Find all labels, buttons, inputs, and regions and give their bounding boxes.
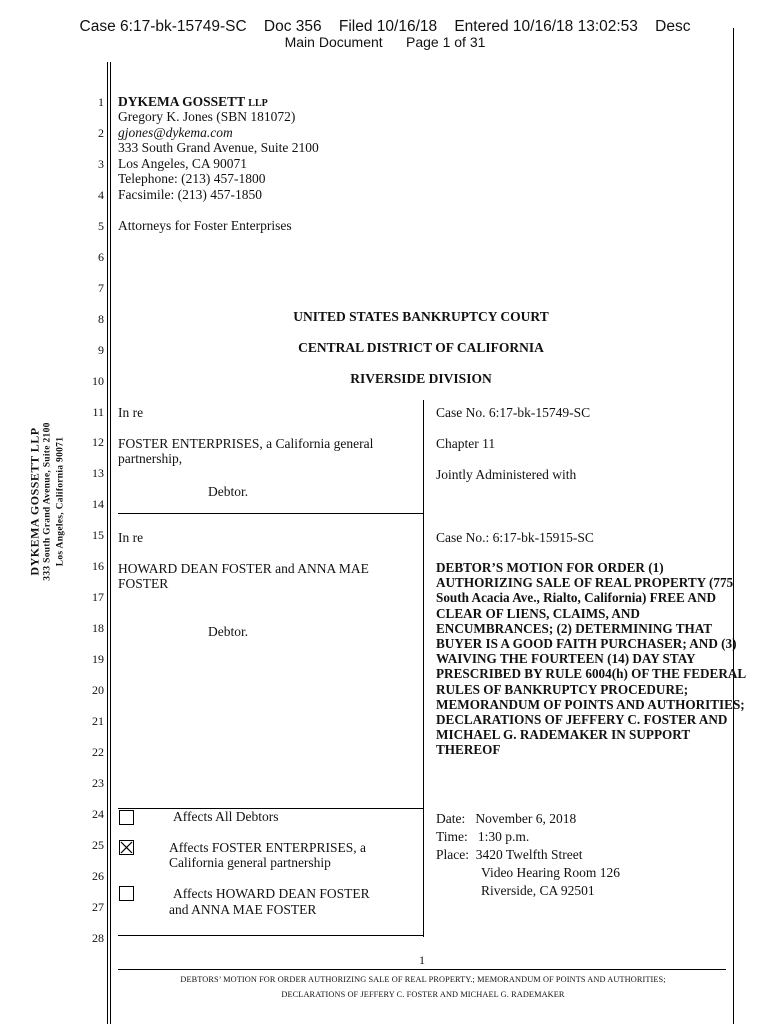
- line-number: 22: [92, 744, 104, 759]
- case2-debtor-label: Debtor.: [208, 624, 249, 639]
- checkbox-label-all: Affects All Debtors: [173, 809, 279, 824]
- case1-chapter: Chapter 11: [436, 436, 496, 451]
- checkbox-label-howard-2: and ANNA MAE FOSTER: [169, 902, 317, 917]
- checkbox-label-howard-1: Affects HOWARD DEAN FOSTER: [173, 886, 370, 901]
- page-number: 1: [419, 953, 425, 967]
- hearing-room: Video Hearing Room 126: [481, 865, 621, 880]
- attorney-email[interactable]: gjones@dykema.com: [118, 125, 233, 140]
- line-number: 6: [98, 249, 104, 264]
- line-number: 7: [98, 280, 104, 295]
- hearing-place: Place: 3420 Twelfth Street: [436, 847, 583, 862]
- line-number: 2: [98, 125, 104, 140]
- case1-in-re: In re: [118, 405, 144, 420]
- line-number: 26: [92, 868, 104, 883]
- hearing-date: Date: November 6, 2018: [436, 811, 577, 826]
- case2-case-number: Case No.: 6:17-bk-15915-SC: [436, 530, 594, 545]
- line-number: 8: [98, 311, 104, 326]
- caption-rule-3: [118, 935, 423, 936]
- case1-debtor-line2: partnership,: [118, 451, 183, 466]
- footer-rule: [118, 969, 726, 970]
- footer-line2: DECLARATIONS OF JEFFERY C. FOSTER AND MICHAEL G. RADEMAKER: [281, 990, 565, 999]
- line-number: 15: [92, 528, 104, 543]
- checkbox-affects-foster-enterprises[interactable]: [119, 840, 134, 855]
- sidebar-firm: DYKEMA GOSSETT LLP: [27, 427, 42, 576]
- check-x-icon: [120, 841, 133, 854]
- firm-name: DYKEMA GOSSETT LLP: [118, 94, 268, 109]
- line-number: 3: [98, 156, 104, 171]
- hearing-city: Riverside, CA 92501: [481, 883, 595, 898]
- line-number: 4: [98, 187, 104, 202]
- case2-in-re: In re: [118, 530, 144, 545]
- line-number: 27: [92, 899, 104, 914]
- case2-debtor-line1: HOWARD DEAN FOSTER and ANNA MAE: [118, 561, 369, 576]
- line-number: 23: [92, 775, 104, 790]
- line-number: 12: [92, 435, 104, 450]
- case1-jointly: Jointly Administered with: [436, 467, 577, 482]
- line-number: 28: [92, 930, 104, 945]
- line-number: 13: [92, 466, 104, 481]
- footer-line1: DEBTORS’ MOTION FOR ORDER AUTHORIZING SALE OF REAL PROPERTY.; MEMORANDUM OF POINTS AND AUTHORITIES;: [180, 975, 666, 984]
- line-number: 21: [92, 714, 104, 728]
- checkbox-label-foster-enterprises-2: California general partnership: [169, 855, 331, 870]
- case2-debtor-line2: FOSTER: [118, 576, 169, 591]
- filing-subheader: Main Document Page 1 of 31: [284, 34, 486, 50]
- line-number: 9: [98, 342, 104, 357]
- line-number: 1: [98, 95, 104, 109]
- firm-address1: 333 South Grand Avenue, Suite 2100: [118, 140, 319, 155]
- court-name: UNITED STATES BANKRUPTCY COURT: [293, 309, 549, 324]
- firm-facsimile: Facsimile: (213) 457-1850: [118, 187, 262, 202]
- line-number: 25: [92, 837, 104, 852]
- filing-header: Case 6:17-bk-15749-SC Doc 356 Filed 10/16/18 Entered 10/16/18 13:02:53 Desc: [79, 18, 691, 35]
- checkbox-affects-all[interactable]: [119, 810, 134, 825]
- line-number: 14: [92, 497, 104, 512]
- line-number: 10: [92, 373, 104, 388]
- line-number: 5: [98, 218, 104, 233]
- sidebar-address2: Los Angeles, California 90071: [55, 436, 66, 567]
- left-margin-rule-inner: [110, 62, 111, 1024]
- checkbox-affects-howard-anna[interactable]: [119, 886, 134, 901]
- checkbox-label-foster-enterprises-1: Affects FOSTER ENTERPRISES, a: [169, 840, 367, 855]
- case1-case-number: Case No. 6:17-bk-15749-SC: [436, 405, 591, 420]
- line-number: 16: [92, 559, 104, 574]
- firm-telephone: Telephone: (213) 457-1800: [118, 171, 266, 186]
- caption-divider-vertical: [423, 400, 424, 937]
- line-number: 17: [92, 590, 104, 605]
- hearing-time: Time: 1:30 p.m.: [436, 829, 530, 844]
- attorneys-for: Attorneys for Foster Enterprises: [118, 218, 292, 233]
- line-number: 11: [92, 404, 104, 419]
- sidebar-address1: 333 South Grand Avenue, Suite 2100: [42, 422, 53, 581]
- court-division: RIVERSIDE DIVISION: [350, 371, 492, 386]
- line-number: 19: [92, 652, 104, 667]
- left-margin-rule: [107, 62, 108, 1024]
- court-district: CENTRAL DISTRICT OF CALIFORNIA: [298, 340, 544, 355]
- firm-address2: Los Angeles, CA 90071: [118, 156, 248, 171]
- line-number: 20: [92, 683, 104, 698]
- case1-debtor-line1: FOSTER ENTERPRISES, a California general: [118, 436, 374, 451]
- line-number: 24: [92, 806, 104, 821]
- line-number: 18: [92, 621, 104, 636]
- sidebar-firm-block: [29, 352, 68, 652]
- caption-rule-1: [118, 513, 423, 514]
- attorney-name: Gregory K. Jones (SBN 181072): [118, 109, 296, 124]
- case1-debtor-label: Debtor.: [208, 484, 249, 499]
- motion-title: DEBTOR’S MOTION FOR ORDER (1) AUTHORIZING SALE OF REAL PROPERTY (775 South Acacia Ave., Rialto, California) FREE AND CLEAR OF LIENS, CLAIMS, AND ENCUMBRANCES; (2) DETERMINING THAT BUYER IS A GOOD FAITH PURCHASER; AND (3) WAIVING THE FOURTEEN (14) DAY STAY PRESCRIBED BY RULE 6004(h) OF THE FEDERAL RULES OF BANKRUPTCY PROCEDURE; MEMORANDUM OF POINTS AND AUTHORITIES; DECLARATIONS OF JEFFERY C. FOSTER AND MICHAEL G. RADEMAKER IN SUPPORT THEREOF: [436, 560, 746, 758]
- right-margin-rule: [733, 28, 734, 1024]
